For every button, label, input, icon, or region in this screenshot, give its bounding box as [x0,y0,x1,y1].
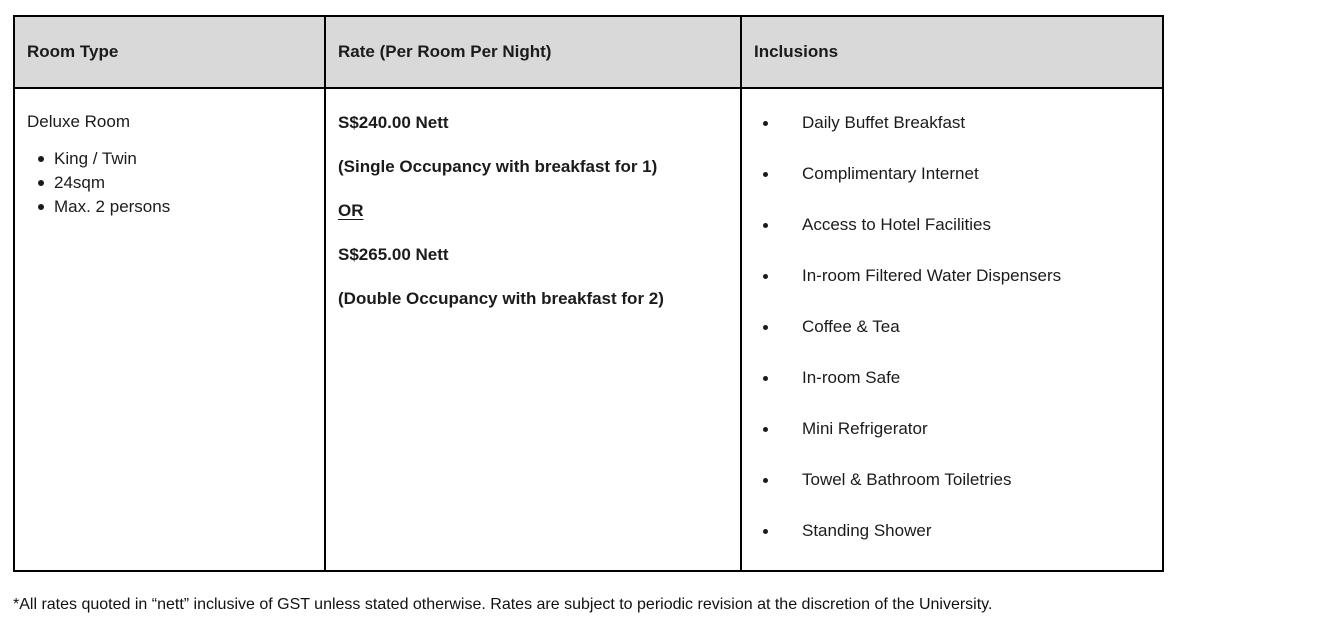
inclusion-text: Standing Shower [802,521,932,540]
inclusion-item [754,519,1150,570]
inclusion-item [754,111,1150,162]
inclusion-text: In-room Filtered Water Dispensers [802,266,1062,285]
bullet-icon [763,529,768,534]
inclusion-item [754,213,1150,264]
room-rate-table [13,15,1164,572]
inclusion-item [754,162,1150,213]
rate-block [338,111,728,311]
bullet-icon [763,121,768,126]
bullet-icon [763,274,768,279]
single-price: S$240.00 Nett [338,113,449,132]
header-rate: Rate (Per Room Per Night) [325,16,741,88]
inclusions-list [754,111,1150,570]
inclusion-text: Daily Buffet Breakfast [802,113,966,132]
bullet-icon [38,156,44,162]
bullet-icon [38,180,44,186]
inclusion-text: Access to Hotel Facilities [802,215,991,234]
rates-footnote: *All rates quoted in “nett” inclusive of GST unless stated otherwise. Rates are subject to periodic revision at the discretion of the University. [13,596,993,613]
single-occupancy-note: (Single Occupancy with breakfast for 1) [338,157,658,176]
room-feature-text: King / Twin [54,149,137,168]
bullet-icon [763,325,768,330]
inclusions-cell [741,88,1163,571]
bullet-icon [38,204,44,210]
bullet-icon [763,172,768,177]
header-room-type: Room Type [14,16,325,88]
bullet-icon [763,478,768,483]
rate-cell [325,88,741,571]
room-feature-item [38,171,312,195]
room-name: Deluxe Room [27,112,130,131]
inclusion-text: Mini Refrigerator [802,419,928,438]
inclusion-text: Complimentary Internet [802,164,979,183]
room-type-cell [14,88,325,571]
inclusion-item [754,468,1150,519]
inclusion-item [754,264,1150,315]
inclusion-item [754,417,1150,468]
inclusion-item [754,366,1150,417]
bullet-icon [763,223,768,228]
or-separator: OR [338,201,364,220]
room-feature-item [38,195,312,219]
room-feature-text: 24sqm [54,173,106,192]
inclusion-text: Towel & Bathroom Toiletries [802,470,1012,489]
room-features-list [27,147,312,219]
header-inclusions: Inclusions [741,16,1163,88]
room-feature-item [38,147,312,171]
table-header-row [14,16,1163,88]
room-feature-text: Max. 2 persons [54,197,171,216]
double-price: S$265.00 Nett [338,245,449,264]
bullet-icon [763,427,768,432]
inclusion-text: In-room Safe [802,368,901,387]
double-occupancy-note: (Double Occupancy with breakfast for 2) [338,289,664,308]
inclusion-item [754,315,1150,366]
bullet-icon [763,376,768,381]
table-row [14,88,1163,571]
inclusion-text: Coffee & Tea [802,317,900,336]
